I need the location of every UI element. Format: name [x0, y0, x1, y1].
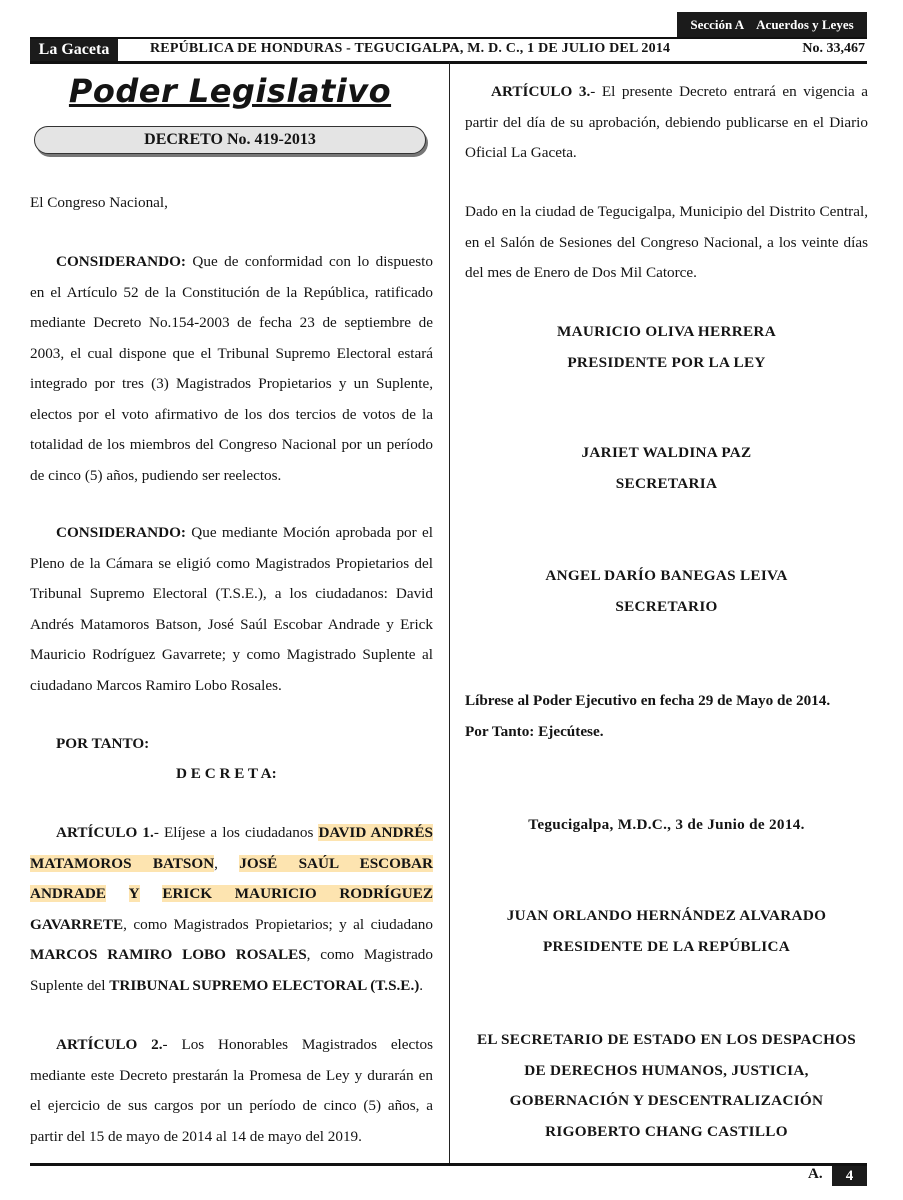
considerando-1-head: CONSIDERANDO: — [56, 253, 186, 270]
por-tanto: POR TANTO: — [56, 735, 150, 752]
articulo-3-head: ARTÍCULO 3. — [491, 83, 591, 100]
articulo-1-text: , como Magistrado Suplente del — [30, 946, 433, 994]
place-date: Tegucigalpa, M.D.C., 3 de Junio de 2014. — [528, 816, 805, 833]
section-label — [677, 12, 867, 38]
name-erick-rodriguez-cont: GAVARRETE — [30, 915, 124, 933]
articulo-2 — [30, 1030, 433, 1152]
masthead: La Gaceta — [30, 39, 118, 61]
articulo-3-text: - El presente Decreto entrará en vigencia a partir del día de su aprobación, debiendo publicarse en el Diario Oficial La Gaceta. — [465, 83, 868, 161]
articulo-1-text: - Elíjese a los ciudadanos — [153, 824, 319, 841]
signatory-4-role: PRESIDENTE DE LA REPÚBLICA — [542, 937, 791, 955]
articulo-1 — [30, 818, 433, 1001]
footer-rule — [30, 1163, 867, 1166]
ejecutese-line: Por Tanto: Ejecútese. — [465, 722, 604, 740]
articulo-1-head: ARTÍCULO 1. — [56, 824, 154, 841]
articulo-1-sep — [140, 885, 163, 902]
page-header — [30, 37, 867, 64]
name-jose-escobar: JOSÉ SAÚL ESCOBAR ANDRADE — [30, 854, 433, 902]
signatory-5-name: RIGOBERTO CHANG CASTILLO — [545, 1122, 788, 1140]
articulo-1-text: , como Magistrados Propietarios; y al ciudadano — [123, 915, 433, 933]
intro-paragraph: El Congreso Nacional, — [30, 194, 168, 211]
articulo-2-text: - Los Honorables Magistrados electos mediante este Decreto prestarán la Promesa de Ley y durarán en el ejercicio de sus cargos por un período de cinco (5) años, a partir del 15 de mayo de 2014 al 14 de mayo del 2019. — [30, 1036, 433, 1145]
librese-paragraph — [465, 686, 868, 747]
articulo-1-end: . — [419, 976, 424, 994]
page-number: 4 — [832, 1166, 867, 1186]
articulo-3 — [465, 77, 868, 169]
column-divider — [449, 62, 450, 1164]
name-erick-rodriguez: ERICK MAURICIO RODRÍGUEZ — [162, 885, 434, 902]
footer-section: A. — [808, 1166, 823, 1182]
considerando-2 — [30, 518, 433, 701]
signatory-3-role: SECRETARIO — [615, 597, 718, 615]
considerando-1-text: Que de conformidad con lo dispuesto en el Artículo 52 de la Constitución de la República, ratificado mediante Decreto No.154-2003 de fecha 23 de septiembre de 2003, el cual dispone que el Tribunal Supremo Electoral estará integrado por tres (3) Magistrados Propietarios y un Suplente, electos por el voto afirmativo de los dos tercios de votos de la totalidad de los miembros del Congreso Nacional por un período de cinco (5) años, pudiendo ser reelectos. — [30, 253, 433, 484]
page-title: Poder Legislativo — [68, 72, 392, 110]
signatory-5 — [465, 1025, 868, 1147]
section-name: Acuerdos y Leyes — [756, 17, 854, 32]
signatory-5-line1: EL SECRETARIO DE ESTADO EN LOS DESPACHOS — [476, 1031, 857, 1048]
name-david-matamoros: DAVID ANDRÉS MATAMOROS BATSON — [30, 824, 433, 872]
conjunction-y: Y — [128, 885, 140, 902]
signatory-1-role: PRESIDENTE POR LA LEY — [567, 353, 766, 371]
dado-paragraph: Dado en la ciudad de Tegucigalpa, Municipio del Distrito Central, en el Salón de Sesiones del Congreso Nacional, a los veinte días del mes de Enero de Dos Mil Catorce. — [465, 203, 868, 281]
signatory-2-name: JARIET WALDINA PAZ — [581, 444, 752, 461]
articulo-1-sep — [106, 885, 129, 902]
signatory-1-name: MAURICIO OLIVA HERRERA — [557, 323, 776, 340]
signatory-4-name: JUAN ORLANDO HERNÁNDEZ ALVARADO — [506, 907, 827, 924]
decreta: D E C R E T A: — [176, 765, 277, 782]
signatory-2 — [465, 438, 868, 499]
articulo-1-sep: , — [214, 854, 240, 872]
section-letter: Sección A — [690, 17, 745, 32]
signatory-3 — [465, 561, 868, 622]
signatory-3-name: ANGEL DARÍO BANEGAS LEIVA — [545, 567, 788, 584]
issue-number: No. 33,467 — [802, 41, 865, 56]
name-marcos-lobo: MARCOS RAMIRO LOBO ROSALES — [30, 946, 307, 963]
signatory-1 — [465, 317, 868, 378]
considerando-2-text: Que mediante Moción aprobada por el Pleno de la Cámara se eligió como Magistrados Propietarios del Tribunal Supremo Electoral (T.S.E.), a los ciudadanos: David Andrés Matamoros Batson, José Saúl Escobar Andrade y Erick Mauricio Rodríguez Gavarrete; y como Magistrado Suplente al ciudadano Marcos Ramiro Lobo Rosales. — [30, 524, 433, 694]
decree-number: DECRETO No. 419-2013 — [34, 126, 426, 154]
tribunal-name: TRIBUNAL SUPREMO ELECTORAL (T.S.E.) — [109, 976, 420, 994]
considerando-1 — [30, 247, 433, 491]
librese-line: Líbrese al Poder Ejecutivo en fecha 29 de Mayo de 2014. — [465, 692, 831, 709]
considerando-2-head: CONSIDERANDO: — [56, 524, 186, 541]
signatory-5-line3: GOBERNACIÓN Y DESCENTRALIZACIÓN — [509, 1092, 824, 1109]
articulo-2-head: ARTÍCULO 2. — [56, 1036, 163, 1053]
header-dateline: REPÚBLICA DE HONDURAS - TEGUCIGALPA, M. D. C., 1 DE JULIO DEL 2014 — [150, 41, 671, 56]
signatory-2-role: SECRETARIA — [615, 474, 718, 492]
signatory-5-line2: DE DERECHOS HUMANOS, JUSTICIA, — [524, 1061, 809, 1079]
signatory-4 — [465, 901, 868, 962]
